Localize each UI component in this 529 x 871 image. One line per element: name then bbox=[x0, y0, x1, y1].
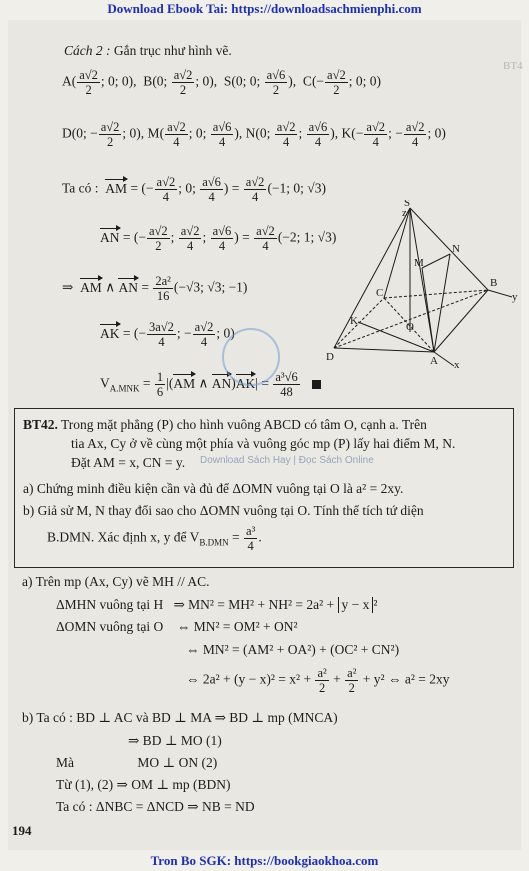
bt42-question-b-1: b) Giả sử M, N thay đổi sao cho ΔOMN vuông tại O. Tính thể tích tứ diện bbox=[23, 503, 424, 518]
fraction: $\frac{a√2}{4}$ bbox=[256, 224, 275, 253]
vector-AN: AN bbox=[118, 279, 138, 295]
sol-a3-left: ΔOMN vuông tại O bbox=[56, 619, 164, 634]
fraction: $\frac{a√6}{4}$ bbox=[212, 120, 232, 149]
vector-AN: AN bbox=[100, 229, 120, 245]
implies-arrow: ⇒ bbox=[62, 279, 74, 295]
solution-b-3 bbox=[56, 755, 217, 771]
vector-AN: AN bbox=[211, 375, 232, 391]
axis-y-line bbox=[488, 290, 512, 297]
point-B-label: B bbox=[143, 73, 153, 89]
point-N-label: N bbox=[245, 125, 256, 141]
bt42-qb2-text: B.DMN. Xác định x, y để V bbox=[47, 529, 200, 545]
watermark-logo-icon bbox=[222, 328, 280, 386]
fraction: $\frac{a√2}{4}$ bbox=[366, 120, 386, 149]
points-row-1: A( $\frac{a√2}{2}$ ; 0; 0), B(0; $\frac{a√2}{2}$ ; 0), S(0; 0; $\frac{a√6}{2}$ ), C(− $\frac{a√2}{2}$ ; 0; 0) bbox=[62, 68, 381, 97]
fraction: $\frac{1}{6}$ bbox=[156, 370, 164, 399]
figure-label-A: A bbox=[430, 355, 438, 367]
taco-label: Ta có : bbox=[62, 180, 99, 196]
fraction: $\frac{a√2}{4}$ bbox=[276, 120, 296, 149]
point-A-label: A bbox=[62, 73, 72, 89]
sol-a2-abs: y − x bbox=[338, 597, 374, 613]
fraction: $\frac{a√2}{2}$ bbox=[327, 68, 346, 97]
page-number: 194 bbox=[12, 823, 32, 838]
solution-a-2 bbox=[56, 597, 377, 613]
fraction: $\frac{\text{a³√6}}{48}$ bbox=[275, 370, 298, 399]
fraction: $\frac{\text{2a²}}{16}$ bbox=[155, 274, 171, 303]
pyramid-figure bbox=[322, 200, 522, 370]
point-K-label: K bbox=[341, 125, 352, 141]
volume-subscript: A.MNK bbox=[109, 383, 140, 394]
figure-label-x: x bbox=[454, 359, 460, 370]
bt42-label: BT42. bbox=[23, 417, 58, 432]
fraction: $\frac{a√2}{4}$ bbox=[245, 175, 265, 204]
sol-a2-end: ² bbox=[373, 597, 378, 612]
solution-b-1: b) Ta có : BD ⊥ AC và BD ⊥ MA ⇒ BD ⊥ mp (MNCA) bbox=[22, 710, 338, 725]
solution-a-3 bbox=[56, 619, 298, 635]
method-label: Cách 2 : bbox=[64, 43, 111, 58]
bottom-download-banner[interactable]: Tron Bo SGK: https://bookgiaokhoa.com bbox=[150, 853, 379, 868]
volume-label: V bbox=[100, 375, 110, 391]
am-result: (−1; 0; √3) bbox=[267, 180, 326, 196]
bt42-line-2: tia Ax, Cy ở về cùng một phía và vuông góc mp (P) lấy hai điểm M, N. bbox=[71, 436, 456, 451]
fraction: $\frac{\text{a²}}{2}$ bbox=[317, 666, 327, 695]
sol-b3-right: MO ⊥ ON (2) bbox=[137, 755, 218, 770]
cross-result: (−√3; √3; −1) bbox=[173, 279, 248, 295]
vector-AM: AM bbox=[173, 375, 196, 391]
fraction: $\frac{a√2}{4}$ bbox=[405, 120, 425, 149]
figure-label-O: O bbox=[406, 321, 414, 333]
sol-a5-start: ⇔ 2a² + (y − x)² = x² + bbox=[186, 671, 312, 687]
points-row-2: D(0; − $\frac{a√2}{2}$ ; 0), M( $\frac{a√2}{4}$ ; 0; $\frac{a√6}{4}$ ), N(0; $\frac{a√2}{4}$ ; $\frac{a√6}{4}$ ), K(− $\frac{a√2}{4}$ ; − $\frac{a√2}{4}$ ; 0) bbox=[62, 120, 446, 149]
figure-label-K: K bbox=[350, 315, 358, 327]
point-S-label: S bbox=[223, 73, 232, 89]
vector-AM: AM bbox=[105, 180, 128, 196]
figure-label-y: y bbox=[512, 291, 518, 303]
sol-a5-mid: + bbox=[333, 671, 341, 687]
solution-a-1: a) Trên mp (Ax, Cy) vẽ MH // AC. bbox=[22, 574, 210, 589]
fraction: $\frac{a√2}{2}$ bbox=[148, 224, 168, 253]
vector-AN-line: AN = (− $\frac{a√2}{2}$ ; $\frac{a√2}{4}$ ; $\frac{a√6}{4}$ ) = $\frac{a√2}{4}$ (−2; 1; √3) bbox=[100, 224, 337, 253]
bleed-through-text: BT4 bbox=[503, 60, 523, 72]
figure-label-M: M bbox=[414, 257, 424, 269]
figure-label-z: z bbox=[402, 207, 407, 219]
solution-a-5 bbox=[186, 666, 450, 695]
bt42-line-3: Đặt AM = x, CN = y. bbox=[71, 455, 186, 470]
solution-b-2: ⇒ BD ⊥ MO (1) bbox=[128, 733, 222, 748]
vector-AM: AM bbox=[80, 279, 102, 295]
figure-label-C: C bbox=[376, 287, 384, 299]
bt42-problem-box bbox=[14, 408, 514, 568]
sol-a3-right: ⇔ MN² = OM² + ON² bbox=[176, 619, 298, 634]
vector-AK: AK bbox=[100, 325, 120, 341]
fraction: $\frac{a√2}{4}$ bbox=[180, 224, 200, 253]
fraction: $\frac{a√2}{4}$ bbox=[194, 320, 214, 349]
figure-label-S: S bbox=[404, 200, 411, 209]
figure-label-B: B bbox=[490, 277, 498, 289]
bt42-question-a: a) Chứng minh điều kiện cần và đủ để ΔOMN vuông tại O là a² = 2xy. bbox=[23, 481, 404, 496]
bt42-qb2-eq: = bbox=[232, 529, 240, 545]
bt42-question-b-2: B.DMN. Xác định x, y để $V_{B.DMN}$ = $\frac{\text{a³}}{4}$ . bbox=[47, 524, 262, 553]
end-of-proof-square-icon bbox=[312, 380, 321, 389]
vector-AK: AK bbox=[235, 375, 256, 391]
top-download-banner[interactable]: Download Ebook Tai: https://downloadsachmienphi.com bbox=[107, 1, 422, 16]
fraction: $\frac{3a√2}{4}$ bbox=[148, 320, 174, 349]
fraction: $\frac{a√2}{2}$ bbox=[100, 120, 120, 149]
watermark-text: Download Sách Hay | Đọc Sách Online bbox=[200, 455, 374, 466]
fraction: $\frac{a√6}{4}$ bbox=[212, 224, 232, 253]
method-text: Gắn trục như hình vẽ. bbox=[113, 43, 232, 58]
fraction: $\frac{a√6}{2}$ bbox=[266, 68, 286, 97]
sol-a2-right: ⇒ MN² = MH² + NH² = 2a² + bbox=[173, 597, 335, 612]
bt42-qb2-sub: B.DMN bbox=[199, 537, 229, 548]
point-C-label: C bbox=[302, 73, 312, 89]
fraction: $\frac{a√2}{2}$ bbox=[79, 68, 98, 97]
sol-b3-left: Mà bbox=[56, 755, 74, 770]
sol-a2-left: ΔMHN vuông tại H bbox=[56, 597, 164, 612]
vector-AK-line: AK = (− $\frac{3a√2}{4}$ ; − $\frac{a√2}{4}$ ; 0) bbox=[100, 320, 235, 349]
fraction: $\frac{\text{a³}}{4}$ bbox=[246, 524, 256, 553]
fraction: $\frac{a√6}{4}$ bbox=[202, 175, 221, 204]
solution-b-4: Từ (1), (2) ⇒ OM ⊥ mp (BDN) bbox=[56, 777, 231, 792]
method-line bbox=[64, 43, 232, 59]
fraction: $\frac{a√2}{4}$ bbox=[167, 120, 186, 149]
point-M-label: M bbox=[147, 125, 160, 141]
fraction: $\frac{a√2}{4}$ bbox=[156, 175, 176, 204]
volume-line: $V_{A.MNK}$ = $\frac{1}{6}$ |(AM ∧ AN)AK| = $\frac{\text{a³√6}}{48}$ bbox=[100, 370, 321, 399]
figure-label-D: D bbox=[326, 351, 334, 363]
an-result: (−2; 1; √3) bbox=[277, 229, 337, 245]
solution-a-4: ⇔ MN² = (AM² + OA²) + (OC² + CN²) bbox=[186, 642, 400, 657]
point-D-label: D bbox=[62, 125, 72, 141]
solution-b-5: Ta có : ΔNBC = ΔNCD ⇒ NB = ND bbox=[56, 799, 255, 814]
sol-a5-end: + y² ⇔ a² = 2xy bbox=[362, 671, 450, 687]
fraction: $\frac{a√6}{4}$ bbox=[308, 120, 328, 149]
figure-label-N: N bbox=[452, 243, 460, 255]
vector-AM-line: Ta có : AM = (− $\frac{a√2}{4}$ ; 0; $\frac{a√6}{4}$ ) = $\frac{a√2}{4}$ (−1; 0; √3) bbox=[62, 175, 326, 204]
fraction: $\frac{a√2}{2}$ bbox=[173, 68, 193, 97]
fraction: $\frac{\text{a²}}{2}$ bbox=[347, 666, 357, 695]
bt42-line-1 bbox=[23, 417, 427, 433]
bt42-text-1: Trong mặt phẳng (P) cho hình vuông ABCD có tâm O, cạnh a. Trên bbox=[61, 417, 427, 432]
cross-product-line: ⇒ AM ∧ AN = $\frac{\text{2a²}}{16}$ (−√3; √3; −1) bbox=[62, 274, 248, 303]
